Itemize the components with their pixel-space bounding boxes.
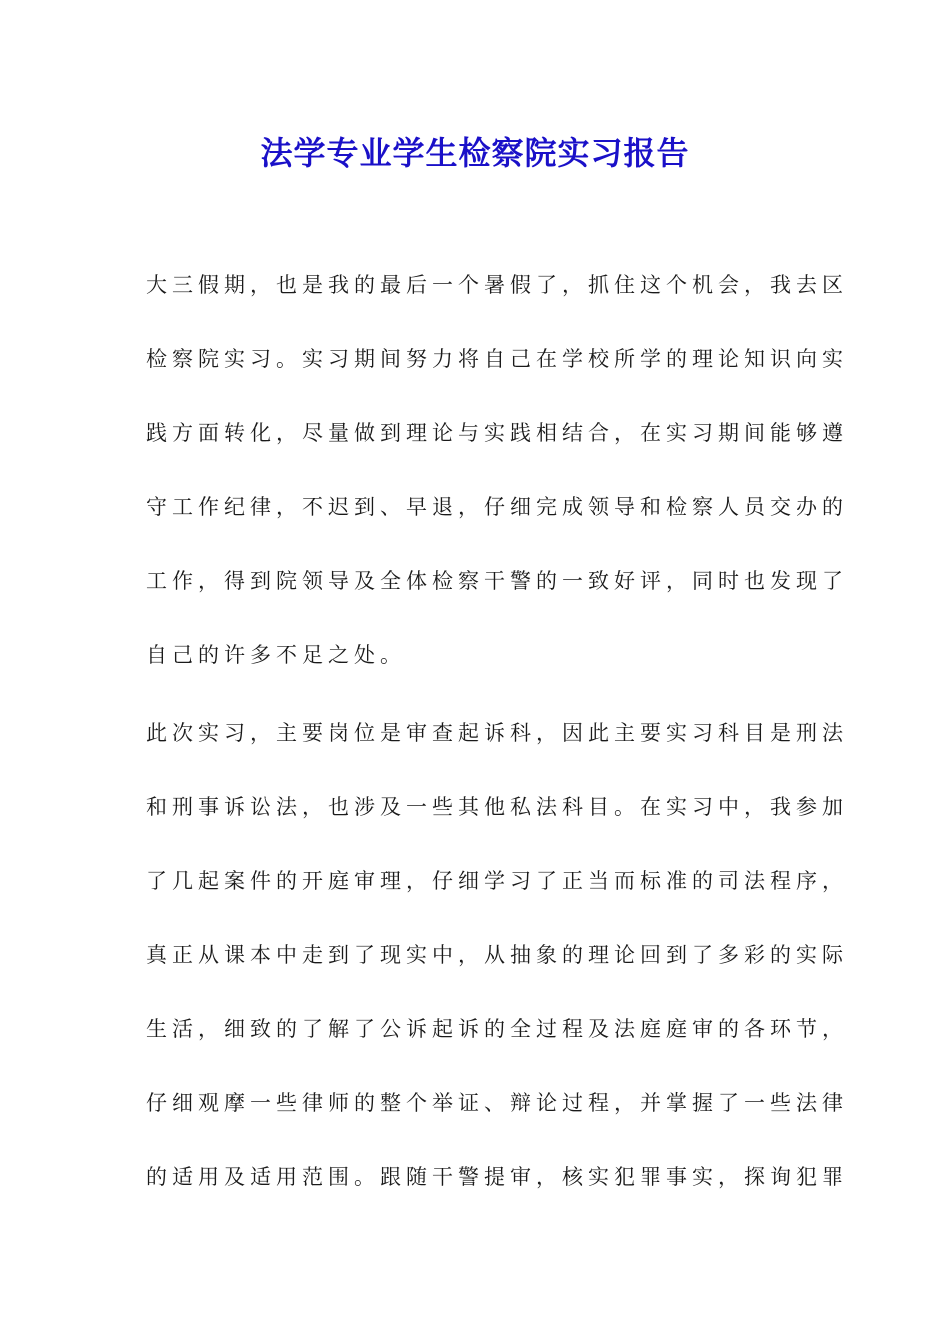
- text-line: 此次实习，主要岗位是审查起诉科，因此主要实习科目是刑法: [146, 721, 848, 745]
- text-line: 仔细观摩一些律师的整个举证、辩论过程，并掌握了一些法律: [146, 1091, 848, 1115]
- text-line: 真正从课本中走到了现实中，从抽象的理论回到了多彩的实际: [146, 943, 848, 967]
- text-line: 自己的许多不足之处。: [146, 643, 406, 667]
- text-line: 践方面转化，尽量做到理论与实践相结合，在实习期间能够遵: [146, 421, 848, 445]
- paragraph-2: [146, 696, 848, 1214]
- text-line: 了几起案件的开庭审理，仔细学习了正当而标准的司法程序，: [146, 869, 848, 893]
- document-title: 法学专业学生检察院实习报告: [260, 134, 690, 172]
- paragraph-1: [146, 248, 848, 692]
- text-line: 和刑事诉讼法，也涉及一些其他私法科目。在实习中，我参加: [146, 795, 848, 819]
- text-line: 大三假期，也是我的最后一个暑假了，抓住这个机会，我去区: [146, 273, 848, 297]
- text-line: 生活，细致的了解了公诉起诉的全过程及法庭庭审的各环节，: [146, 1017, 848, 1041]
- text-line: 的适用及适用范围。跟随干警提审，核实犯罪事实，探询犯罪: [146, 1165, 848, 1189]
- text-line: 工作，得到院领导及全体检察干警的一致好评，同时也发现了: [146, 569, 848, 593]
- text-line: 检察院实习。实习期间努力将自己在学校所学的理论知识向实: [146, 347, 848, 371]
- text-line: 守工作纪律，不迟到、早退，仔细完成领导和检察人员交办的: [146, 495, 848, 519]
